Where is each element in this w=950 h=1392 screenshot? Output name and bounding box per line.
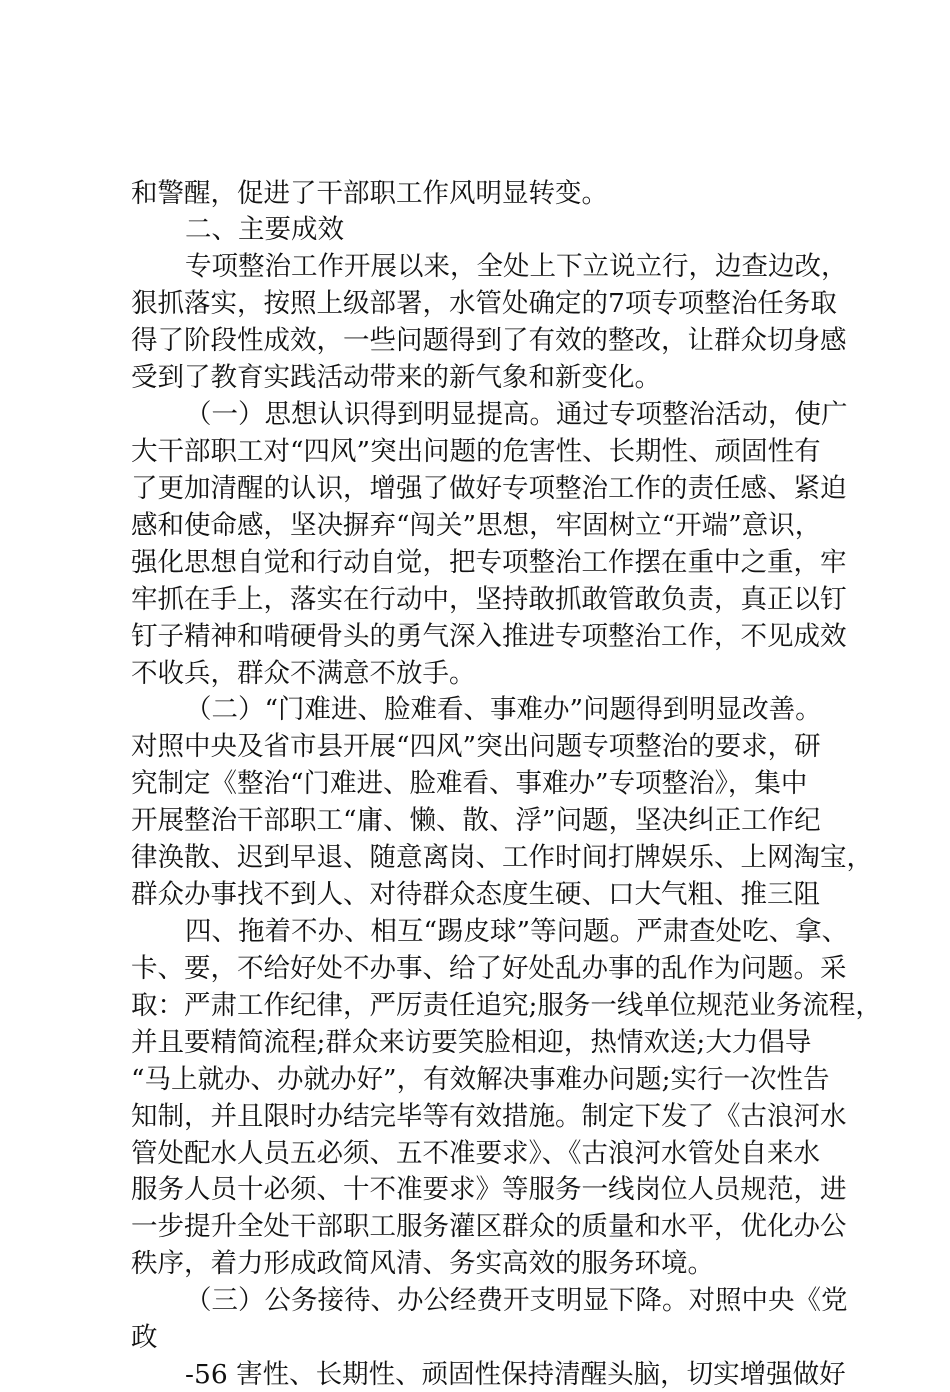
text-line-6: 受到了教育实践活动带来的新气象和新变化。 (131, 362, 661, 393)
text-line-11: 强化思想自觉和行动自觉，把专项整治工作摆在重中之重，牢 (131, 547, 847, 578)
text-line-25: “马上就办、办就办好”，有效解决事难办问题;实行一次性告 (131, 1064, 830, 1095)
text-line-8: 大干部职工对“四风”突出问题的危害性、长期性、顽固性有 (131, 436, 821, 467)
text-line-12: 牢抓在手上，落实在行动中，坚持敢抓敢管敢负责，真正以钉 (131, 584, 847, 615)
text-line-21: 四、拖着不办、相互“踢皮球”等问题。严肃查处吃、拿、 (185, 916, 849, 947)
text-line-32: 政 (131, 1322, 158, 1353)
text-line-14: 不收兵，群众不满意不放手。 (131, 658, 476, 689)
text-line-19: 律涣散、迟到早退、随意离岗、工作时间打牌娱乐、上网淘宝， (131, 842, 873, 873)
text-line-9: 了更加清醒的认识，增强了做好专项整治工作的责任感、紧迫 (131, 473, 847, 504)
text-line-28: 服务人员十必须、十不准要求》等服务一线岗位人员规范，进 (131, 1174, 847, 1205)
subheading-line-3: （三）公务接待、办公经费开支明显下降。对照中央《党 (185, 1285, 848, 1316)
text-line-16: 对照中央及省市县开展“四风”突出问题专项整治的要求，研 (131, 731, 821, 762)
text-line-29: 一步提升全处干部职工服务灌区群众的质量和水平，优化办公 (131, 1211, 847, 1242)
text-line-10: 感和使命感，坚决摒弃“闯关”思想，牢固树立“开端”意识， (131, 510, 822, 541)
subheading-line-1: （一）思想认识得到明显提高。通过专项整治活动，使广 (185, 399, 848, 430)
text-line-26: 知制，并且限时办结完毕等有效措施。制定下发了《古浪河水 (131, 1101, 847, 1132)
text-line-3: 专项整治工作开展以来，全处上下立说立行，边查边改， (185, 251, 848, 282)
text-line-5: 得了阶段性成效，一些问题得到了有效的整改，让群众切身感 (131, 325, 847, 356)
text-line-1: 和警醒，促进了干部职工作风明显转变。 (131, 178, 608, 209)
section-heading-main-results: 二、主要成效 (185, 214, 344, 245)
text-line-30: 秩序，着力形成政简风清、务实高效的服务环境。 (131, 1248, 714, 1279)
text-line-20: 群众办事找不到人、对待群众态度生硬、口大气粗、推三阻 (131, 879, 820, 910)
text-line-4: 狠抓落实，按照上级部署，水管处确定的7项专项整治任务取 (131, 288, 837, 319)
text-line-17: 究制定《整治“门难进、脸难看、事难办”专项整治》，集中 (131, 768, 808, 799)
text-line-18: 开展整治干部职工“庸、懒、散、浮”问题，坚决纠正工作纪 (131, 805, 821, 836)
text-line-22: 卡、要，不给好处不办事、给了好处乱办事的乱作为问题。采 (131, 953, 847, 984)
subheading-line-2: （二）“门难进、脸难看、事难办”问题得到明显改善。 (185, 694, 822, 725)
text-line-27: 管处配水人员五必须、五不准要求》、《古浪河水管处自来水 (131, 1138, 820, 1169)
text-line-23: 取：严肃工作纪律，严厉责任追究;服务一线单位规范业务流程， (131, 990, 882, 1021)
page-number-line: -56 害性、长期性、顽固性保持清醒头脑，切实增强做好 (185, 1359, 846, 1390)
text-line-13: 钉子精神和啃硬骨头的勇气深入推进专项整治工作，不见成效 (131, 621, 847, 652)
text-line-24: 并且要精简流程;群众来访要笑脸相迎，热情欢送;大力倡导 (131, 1027, 812, 1058)
